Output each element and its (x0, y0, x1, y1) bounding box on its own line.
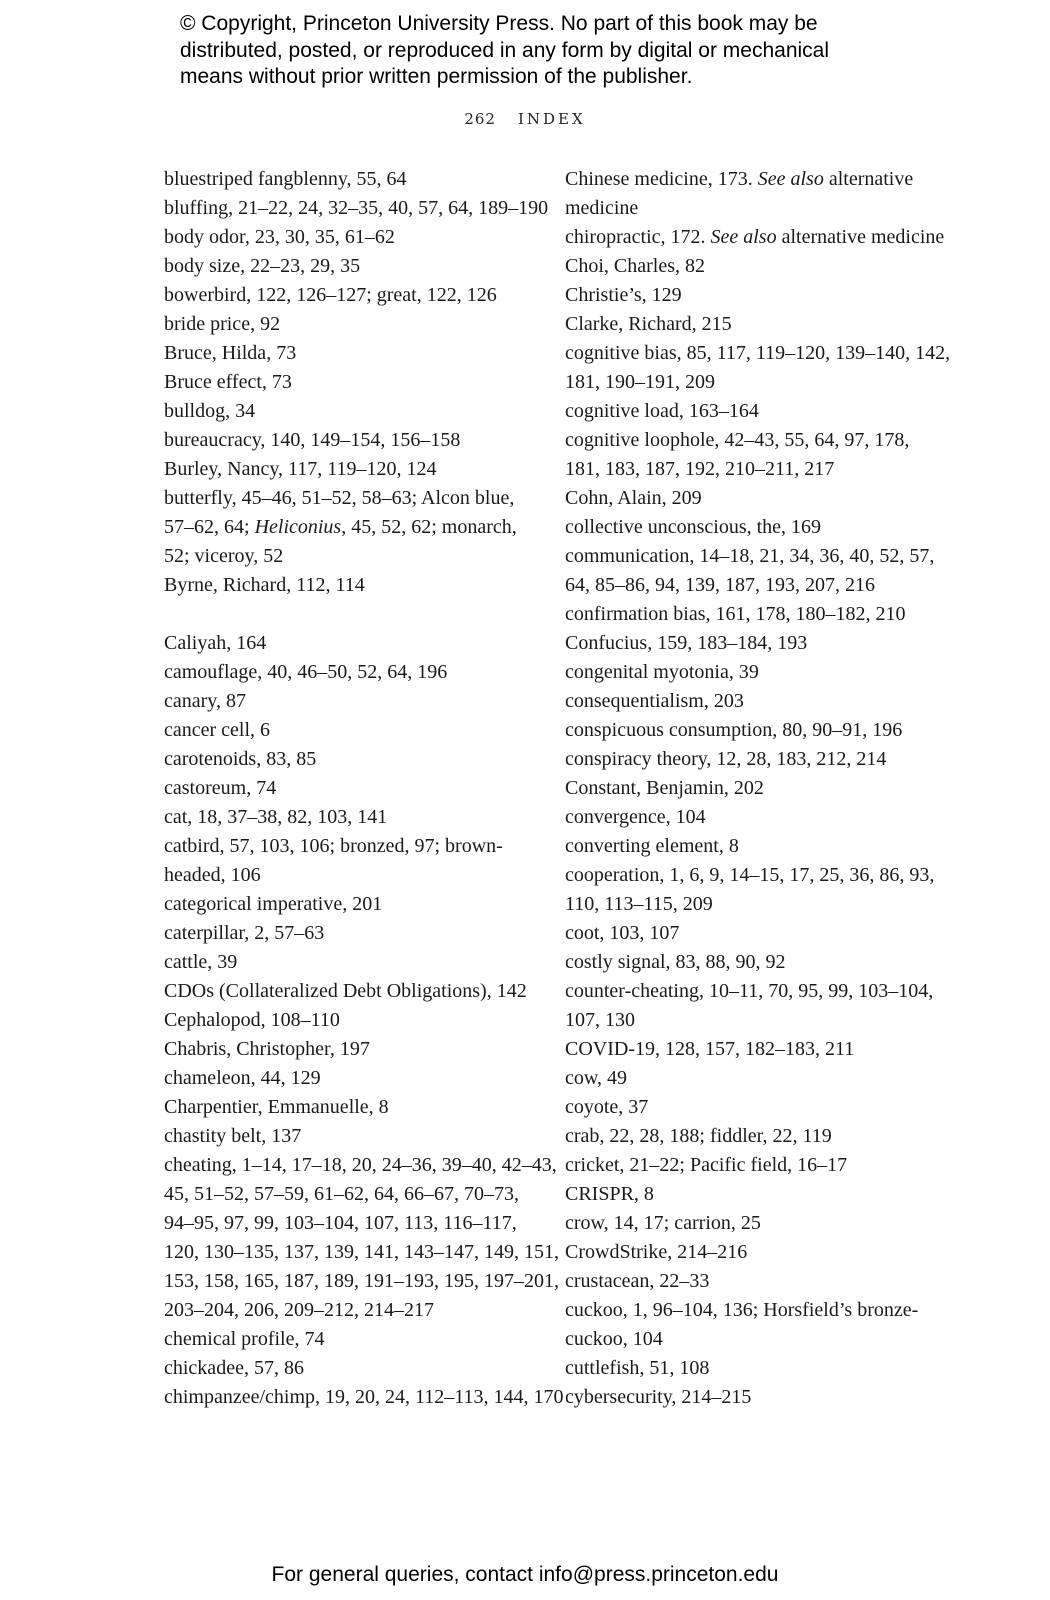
index-entry: castoreum, 74 (164, 777, 277, 799)
index-column-right (565, 165, 951, 1412)
index-entry: cuckoo, 1, 96–104, 136; Horsfield’s bronze- cuckoo, 104 (565, 1299, 919, 1350)
index-entry: bride price, 92 (164, 313, 281, 335)
index-entry: cognitive loophole, 42–43, 55, 64, 97, 178, 181, 183, 187, 192, 210–211, 217 (565, 429, 910, 480)
section-title: INDEX (517, 110, 586, 128)
index-entry: Charpentier, Emmanuelle, 8 (164, 1096, 389, 1118)
index-entry: Chabris, Christopher, 197 (164, 1038, 370, 1060)
index-entry: body size, 22–23, 29, 35 (164, 255, 361, 277)
index-entry: confirmation bias, 161, 178, 180–182, 210 (565, 603, 906, 625)
index-entry: bulldog, 34 (164, 400, 256, 422)
copyright-line: © Copyright, Princeton University Press. No part of this book may be (180, 12, 818, 35)
index-entry: Christie’s, 129 (565, 284, 682, 306)
index-entry: Bruce, Hilda, 73 (164, 342, 297, 364)
index-entry: crustacean, 22–33 (565, 1270, 710, 1292)
index-entry: catbird, 57, 103, 106; bronzed, 97; brown- headed, 106 (164, 835, 503, 886)
index-entry: cybersecurity, 214–215 (565, 1386, 752, 1408)
index-entry: Cephalopod, 108–110 (164, 1009, 340, 1031)
page-number: 262 (464, 110, 496, 128)
index-entry: coot, 103, 107 (565, 922, 680, 944)
index-entry: cat, 18, 37–38, 82, 103, 141 (164, 806, 388, 828)
index-entry: consequentialism, 203 (565, 690, 744, 712)
index-entry: crab, 22, 28, 188; fiddler, 22, 119 (565, 1125, 832, 1147)
index-entry: cricket, 21–22; Pacific field, 16–17 (565, 1154, 848, 1176)
index-entry: carotenoids, 83, 85 (164, 748, 317, 770)
index-entry: congenital myotonia, 39 (565, 661, 759, 683)
index-entry: collective unconscious, the, 169 (565, 516, 822, 538)
letter-group-gap (164, 600, 536, 629)
index-entry: COVID-19, 128, 157, 182–183, 211 (565, 1038, 855, 1060)
index-entry: chameleon, 44, 129 (164, 1067, 321, 1089)
index-entry: cooperation, 1, 6, 9, 14–15, 17, 25, 36, 86, 93, 110, 113–115, 209 (565, 864, 935, 915)
index-entry: chickadee, 57, 86 (164, 1357, 304, 1379)
copyright-line: means without prior written permission of the publisher. (180, 65, 693, 88)
index-entry: conspicuous consumption, 80, 90–91, 196 (565, 719, 903, 741)
index-entry: Byrne, Richard, 112, 114 (164, 574, 365, 596)
index-entry: cancer cell, 6 (164, 719, 271, 741)
index-entry: Confucius, 159, 183–184, 193 (565, 632, 808, 654)
index-entry: chemical profile, 74 (164, 1328, 325, 1350)
index-entry: cattle, 39 (164, 951, 238, 973)
index-entry: bowerbird, 122, 126–127; great, 122, 126 (164, 284, 497, 306)
index-entry: butterfly, 45–46, 51–52, 58–63; Alcon blue, 57–62, 64; Heliconius, 45, 52, 62; monarch, 52; viceroy, 52 (164, 487, 517, 567)
index-entry: convergence, 104 (565, 806, 706, 828)
index-entry: Burley, Nancy, 117, 119–120, 124 (164, 458, 437, 480)
index-entry: coyote, 37 (565, 1096, 649, 1118)
footer-contact: For general queries, contact info@press.princeton.edu (271, 1563, 779, 1586)
index-entry: Bruce effect, 73 (164, 371, 292, 393)
index-entry: body odor, 23, 30, 35, 61–62 (164, 226, 395, 248)
index-entry: caterpillar, 2, 57–63 (164, 922, 325, 944)
index-entry: Clarke, Richard, 215 (565, 313, 732, 335)
index-entry: camouflage, 40, 46–50, 52, 64, 196 (164, 661, 448, 683)
index-entry: Cohn, Alain, 209 (565, 487, 702, 509)
running-head (0, 110, 1050, 128)
index-entry: cheating, 1–14, 17–18, 20, 24–36, 39–40, 42–43, 45, 51–52, 57–59, 61–62, 64, 66–67, 70–73, 94–95, 97, 99, 103–104, 107, 113, 116–117, 120, 130–135, 137, 139, 141, 143–147, 149, 151, 153, 158, 165, 187, 189, 191–193, 195, 197–201, 203–204, 206, 209–212, 214–217 (164, 1154, 559, 1321)
index-entry: cognitive bias, 85, 117, 119–120, 139–140, 142, 181, 190–191, 209 (565, 342, 951, 393)
index-entry: costly signal, 83, 88, 90, 92 (565, 951, 786, 973)
index-entry: Chinese medicine, 173. See also alternative medicine (565, 168, 914, 219)
index-entry: categorical imperative, 201 (164, 893, 383, 915)
index-entry: Caliyah, 164 (164, 632, 267, 654)
index-entry: chastity belt, 137 (164, 1125, 302, 1147)
index-entry: CrowdStrike, 214–216 (565, 1241, 748, 1263)
index-entry: cognitive load, 163–164 (565, 400, 759, 422)
index-entry: CDOs (Collateralized Debt Obligations), 142 (164, 980, 527, 1002)
index-entry: communication, 14–18, 21, 34, 36, 40, 52, 57, 64, 85–86, 94, 139, 187, 193, 207, 216 (565, 545, 935, 596)
copyright-line: distributed, posted, or reproduced in any form by digital or mechanical (180, 38, 830, 62)
index-entry: conspiracy theory, 12, 28, 183, 212, 214 (565, 748, 887, 770)
index-entry: chiropractic, 172. See also alternative medicine (565, 226, 945, 248)
index-entry: Constant, Benjamin, 202 (565, 777, 764, 799)
index-entry: CRISPR, 8 (565, 1183, 654, 1205)
index-entry: counter-cheating, 10–11, 70, 95, 99, 103–104, 107, 130 (565, 980, 934, 1031)
copyright-notice (180, 11, 920, 91)
index-entry: chimpanzee/chimp, 19, 20, 24, 112–113, 144, 170 (164, 1386, 564, 1408)
index-entry: bluestriped fangblenny, 55, 64 (164, 168, 407, 190)
index-entry: Choi, Charles, 82 (565, 255, 705, 277)
index-entry: converting element, 8 (565, 835, 739, 857)
index-entry: canary, 87 (164, 690, 246, 712)
index-entry: cow, 49 (565, 1067, 628, 1089)
index-entry: bureaucracy, 140, 149–154, 156–158 (164, 429, 461, 451)
index-column-left (164, 165, 564, 1412)
index-entry: cuttlefish, 51, 108 (565, 1357, 710, 1379)
index-entry: crow, 14, 17; carrion, 25 (565, 1212, 761, 1234)
index-entry: bluffing, 21–22, 24, 32–35, 40, 57, 64, 189–190 (164, 197, 549, 219)
